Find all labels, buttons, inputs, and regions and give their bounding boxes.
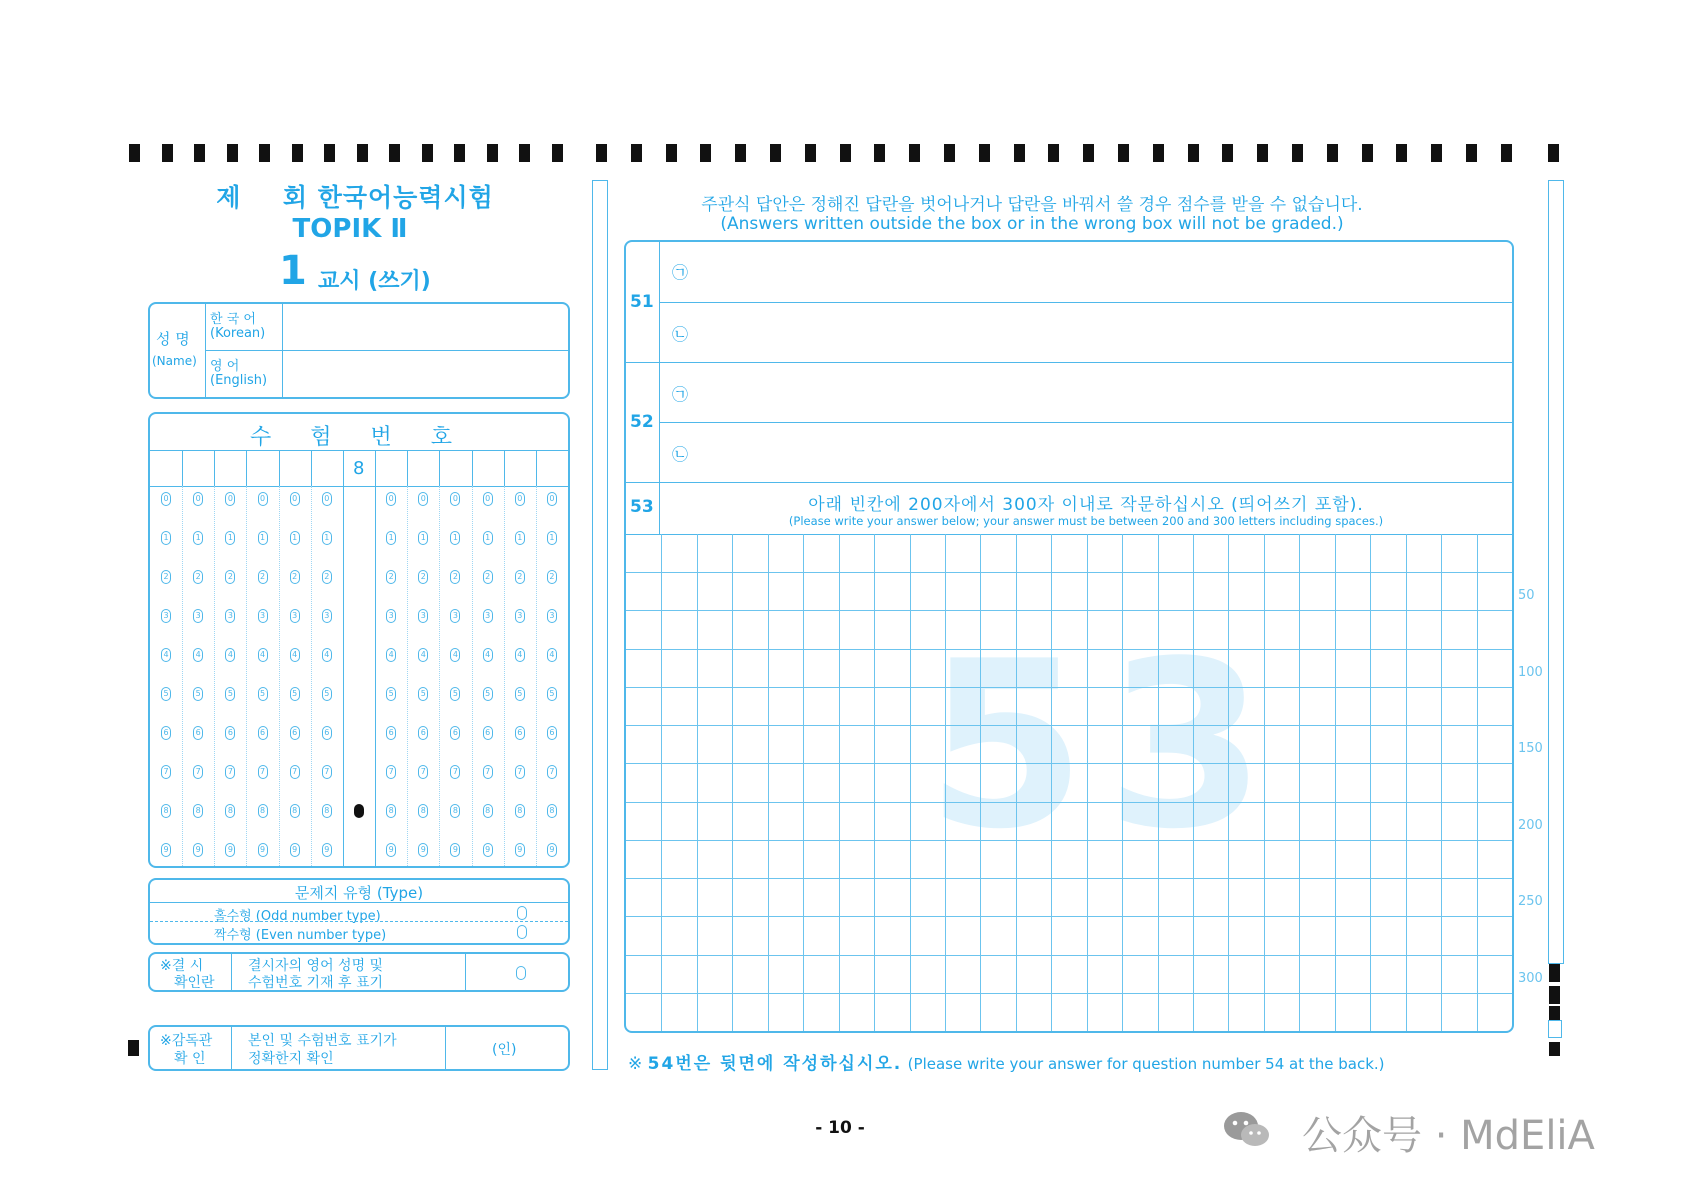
exam-number-bubble[interactable]: 0 — [483, 492, 493, 506]
exam-number-bubble[interactable]: 6 — [483, 726, 493, 740]
printed-digit: 8 — [353, 458, 365, 479]
answer-52b-field[interactable] — [696, 424, 1508, 480]
exam-number-bubble[interactable]: 0 — [258, 492, 268, 506]
supervisor-text-1: 본인 및 수험번호 표기가 — [248, 1033, 397, 1049]
exam-number-bubble[interactable]: 5 — [258, 687, 268, 701]
question-52-sub-b: ㉡ — [672, 445, 689, 464]
exam-number-bubble[interactable]: 3 — [483, 609, 493, 623]
exam-number-bubble[interactable]: 5 — [322, 687, 332, 701]
exam-number-bubble[interactable]: 2 — [225, 570, 235, 584]
exam-number-bubble[interactable]: 9 — [418, 843, 428, 857]
title-round: 회 — [282, 183, 308, 212]
even-type-label: 짝수형 (Even number type) — [214, 928, 387, 943]
exam-number-bubble[interactable]: 5 — [193, 687, 203, 701]
exam-number-bubble[interactable]: 8 — [450, 804, 460, 818]
exam-number-bubble[interactable]: 9 — [547, 843, 557, 857]
title-main: 한국어능력시험 — [317, 183, 494, 212]
exam-number-bubble[interactable]: 4 — [515, 648, 525, 662]
odd-type-label: 홀수형 (Odd number type) — [214, 909, 381, 924]
timing-mark — [1222, 144, 1233, 162]
exam-number-bubble[interactable]: 4 — [290, 648, 300, 662]
timing-mark — [840, 144, 851, 162]
footer-watermark-text: 公众号 · MdEliA — [1302, 1113, 1595, 1159]
answer-area — [624, 240, 1514, 1033]
timing-mark — [1327, 144, 1338, 162]
exam-number-bubble[interactable]: 0 — [290, 492, 300, 506]
timing-mark — [357, 144, 368, 162]
footer-note — [628, 1049, 1385, 1074]
timing-mark — [162, 144, 173, 162]
question-51-number: 51 — [630, 292, 654, 312]
question-53-watermark: 53 — [926, 613, 1287, 880]
character-count-marker: 300 — [1518, 970, 1543, 986]
footer-note-kr: 54번은 뒷면에 작성하십시오. — [647, 1054, 903, 1074]
question-53-instruction-en: (Please write your answer below; your answer must be between 200 and 300 letters including spaces.) — [788, 514, 1384, 528]
exam-number-bubble[interactable]: 3 — [418, 609, 428, 623]
exam-number-bubble[interactable]: 4 — [322, 648, 332, 662]
exam-number-bubble[interactable]: 9 — [515, 843, 525, 857]
exam-title — [205, 178, 505, 214]
exam-number-bubble[interactable]: 6 — [386, 726, 396, 740]
exam-number-bubble[interactable]: 0 — [418, 492, 428, 506]
english-label: 영 어 — [210, 359, 240, 374]
exam-number-bubble[interactable]: 8 — [322, 804, 332, 818]
timing-mark — [1362, 144, 1373, 162]
exam-number-bubble[interactable]: 2 — [515, 570, 525, 584]
exam-number-bubble[interactable]: 0 — [322, 492, 332, 506]
timing-mark — [389, 144, 400, 162]
exam-number-bubble[interactable]: 1 — [161, 531, 171, 545]
character-count-marker: 50 — [1518, 588, 1535, 604]
exam-number-bubble[interactable]: 2 — [193, 570, 203, 584]
exam-number-bubble[interactable]: 0 — [193, 492, 203, 506]
english-sub: (English) — [210, 373, 268, 388]
page-number: - 10 - — [815, 1118, 865, 1138]
exam-number-bubble[interactable]: 9 — [225, 843, 235, 857]
answer-51a-field[interactable] — [696, 244, 1508, 300]
exam-number-bubble[interactable]: 5 — [418, 687, 428, 701]
timing-mark — [1257, 144, 1268, 162]
timing-mark — [735, 144, 746, 162]
exam-number-bubble[interactable]: 0 — [515, 492, 525, 506]
notice-english: (Answers written outside the box or in the wrong box will not be graded.) — [720, 214, 1344, 234]
supervisor-text-2: 정확한지 확인 — [248, 1051, 334, 1067]
korean-name-field[interactable] — [284, 304, 568, 349]
character-count-marker: 150 — [1518, 741, 1543, 757]
timing-mark — [1292, 144, 1303, 162]
right-side-mark-3 — [1549, 1006, 1560, 1020]
exam-number-bubble[interactable]: 2 — [290, 570, 300, 584]
absent-box — [148, 952, 570, 992]
exam-number-bubble[interactable]: 2 — [450, 570, 460, 584]
exam-number-bubble[interactable]: 6 — [418, 726, 428, 740]
exam-number-bubble[interactable]: 8 — [547, 804, 557, 818]
timing-mark — [944, 144, 955, 162]
timing-mark — [1048, 144, 1059, 162]
timing-mark — [1188, 144, 1199, 162]
answer-51b-field[interactable] — [696, 304, 1508, 360]
timing-mark — [770, 144, 781, 162]
timing-mark — [1501, 144, 1512, 162]
notice-korean: 주관식 답안은 정해진 답란을 벗어나거나 답란을 바꿔서 쓸 경우 점수를 받을 수 없습니다. — [701, 195, 1363, 215]
exam-number-bubble[interactable]: 1 — [193, 531, 203, 545]
question-53-instruction-kr: 아래 빈칸에 200자에서 300자 이내로 작문하십시오 (띄어쓰기 포함). — [808, 495, 1364, 515]
timing-mark — [227, 144, 238, 162]
supervisor-box — [148, 1025, 570, 1071]
exam-number-bubble[interactable]: 3 — [258, 609, 268, 623]
title-prefix: 제 — [216, 183, 242, 212]
right-side-mark-1 — [1549, 964, 1560, 982]
exam-number-bubble[interactable]: 0 — [161, 492, 171, 506]
exam-number-bubble[interactable]: 7 — [418, 765, 428, 779]
absent-text-1: 결시자의 영어 성명 및 — [248, 958, 384, 974]
answer-52a-field[interactable] — [696, 364, 1508, 420]
timing-mark — [1431, 144, 1442, 162]
question-52-number: 52 — [630, 412, 654, 432]
exam-number-bubble[interactable]: 7 — [450, 765, 460, 779]
exam-number-bubble[interactable]: 9 — [290, 843, 300, 857]
exam-number-bubble[interactable]: 4 — [483, 648, 493, 662]
session-label: 교시 (쓰기) — [318, 269, 431, 294]
exam-number-bubble[interactable]: 8 — [483, 804, 493, 818]
exam-number-bubble[interactable]: 5 — [225, 687, 235, 701]
timing-mark — [1153, 144, 1164, 162]
exam-number-bubble-filled[interactable] — [354, 804, 364, 818]
exam-number-bubble[interactable]: 8 — [258, 804, 268, 818]
exam-number-bubble[interactable]: 8 — [418, 804, 428, 818]
supervisor-label-1: ※감독관 — [160, 1033, 213, 1049]
exam-number-bubble[interactable]: 2 — [258, 570, 268, 584]
exam-number-bubble[interactable]: 3 — [322, 609, 332, 623]
exam-number-bubble[interactable]: 9 — [193, 843, 203, 857]
exam-number-bubble[interactable]: 9 — [322, 843, 332, 857]
exam-number-bubble[interactable]: 4 — [450, 648, 460, 662]
timing-mark — [979, 144, 990, 162]
korean-label: 한 국 어 — [210, 312, 256, 327]
exam-number-bubble[interactable]: 7 — [225, 765, 235, 779]
supervisor-seal: (인) — [492, 1042, 517, 1058]
timing-mark — [909, 144, 920, 162]
exam-number-bubble[interactable]: 8 — [386, 804, 396, 818]
exam-number-bubble[interactable]: 6 — [193, 726, 203, 740]
timing-mark — [631, 144, 642, 162]
exam-number-bubble[interactable]: 7 — [193, 765, 203, 779]
timing-mark — [552, 144, 563, 162]
footer-note-en: (Please write your answer for question number 54 at the back.) — [907, 1055, 1385, 1073]
timing-mark — [1466, 144, 1477, 162]
exam-number-bubble[interactable]: 4 — [418, 648, 428, 662]
exam-number-bubble[interactable]: 7 — [483, 765, 493, 779]
exam-number-bubble[interactable]: 7 — [258, 765, 268, 779]
exam-number-bubble[interactable]: 3 — [450, 609, 460, 623]
type-box — [148, 878, 570, 945]
exam-number-bubble[interactable]: 1 — [225, 531, 235, 545]
exam-number-bubble[interactable]: 5 — [483, 687, 493, 701]
exam-number-bubble[interactable]: 9 — [161, 843, 171, 857]
exam-number-bubble[interactable]: 0 — [386, 492, 396, 506]
session-number: 1 — [279, 248, 307, 294]
exam-number-bubble[interactable]: 5 — [161, 687, 171, 701]
exam-number-bubble[interactable]: 2 — [483, 570, 493, 584]
exam-number-bubble[interactable]: 6 — [161, 726, 171, 740]
exam-number-bubble[interactable]: 5 — [515, 687, 525, 701]
question-51-sub-b: ㉡ — [672, 325, 689, 344]
exam-number-bubble[interactable]: 1 — [386, 531, 396, 545]
exam-number-bubble[interactable]: 4 — [225, 648, 235, 662]
exam-number-bubble[interactable]: 3 — [193, 609, 203, 623]
question-53-writing-grid[interactable] — [626, 534, 1512, 1031]
exam-number-bubble[interactable]: 1 — [418, 531, 428, 545]
exam-number-bubble[interactable]: 7 — [547, 765, 557, 779]
timing-mark — [454, 144, 465, 162]
footer-note-mark: ※ — [628, 1054, 643, 1074]
timing-mark — [1396, 144, 1407, 162]
timing-mark — [422, 144, 433, 162]
divider-strip — [592, 180, 608, 1070]
exam-number-bubble[interactable]: 8 — [290, 804, 300, 818]
right-side-box — [1548, 1020, 1562, 1038]
type-title: 문제지 유형 (Type) — [294, 884, 424, 902]
exam-number-bubble[interactable]: 4 — [161, 648, 171, 662]
exam-number-bubble[interactable]: 9 — [386, 843, 396, 857]
exam-number-bubble[interactable]: 2 — [161, 570, 171, 584]
name-box — [148, 302, 570, 399]
timing-mark — [194, 144, 205, 162]
timing-mark — [666, 144, 677, 162]
exam-number-title: 수 험 번 호 — [250, 425, 468, 450]
exam-number-bubble[interactable]: 9 — [450, 843, 460, 857]
timing-mark — [292, 144, 303, 162]
character-count-marker: 200 — [1518, 817, 1543, 833]
exam-number-bubble[interactable]: 3 — [515, 609, 525, 623]
exam-number-bubble[interactable]: 6 — [515, 726, 525, 740]
timing-marks-top — [0, 144, 1682, 162]
exam-number-bubble[interactable]: 5 — [547, 687, 557, 701]
exam-number-bubble[interactable]: 6 — [225, 726, 235, 740]
exam-number-bubble[interactable]: 6 — [258, 726, 268, 740]
character-count-marker: 100 — [1518, 664, 1543, 680]
exam-number-bubble[interactable]: 0 — [225, 492, 235, 506]
timing-mark — [700, 144, 711, 162]
question-51-sub-a: ㉠ — [672, 263, 689, 282]
name-label-en: (Name) — [152, 354, 197, 368]
timing-mark — [487, 144, 498, 162]
exam-number-bubble[interactable]: 8 — [515, 804, 525, 818]
exam-number-bubble[interactable]: 4 — [386, 648, 396, 662]
exam-number-bubble[interactable]: 1 — [450, 531, 460, 545]
exam-number-bubble[interactable]: 6 — [290, 726, 300, 740]
exam-number-bubble[interactable]: 3 — [547, 609, 557, 623]
exam-number-bubble[interactable]: 1 — [547, 531, 557, 545]
english-name-field[interactable] — [284, 352, 568, 397]
right-side-mark-4 — [1549, 1042, 1560, 1056]
even-type-bubble[interactable] — [517, 925, 527, 939]
odd-type-bubble[interactable] — [517, 906, 527, 920]
timing-mark — [874, 144, 885, 162]
korean-sub: (Korean) — [210, 326, 266, 341]
exam-level: TOPIK Ⅱ — [292, 214, 408, 244]
exam-number-bubble[interactable]: 2 — [386, 570, 396, 584]
exam-number-bubble[interactable]: 4 — [193, 648, 203, 662]
exam-number-bubble[interactable]: 8 — [161, 804, 171, 818]
exam-number-bubble[interactable]: 9 — [483, 843, 493, 857]
exam-number-bubble[interactable]: 3 — [290, 609, 300, 623]
wechat-icon — [1222, 1110, 1272, 1150]
exam-number-bubble[interactable]: 1 — [483, 531, 493, 545]
timing-mark — [1083, 144, 1094, 162]
exam-number-bubble[interactable]: 7 — [386, 765, 396, 779]
exam-number-bubble[interactable]: 4 — [258, 648, 268, 662]
exam-number-bubble[interactable]: 7 — [515, 765, 525, 779]
exam-number-bubble[interactable]: 5 — [450, 687, 460, 701]
exam-number-bubble[interactable]: 4 — [547, 648, 557, 662]
exam-number-bubble[interactable]: 0 — [547, 492, 557, 506]
absent-label-2: 확인란 — [174, 975, 215, 991]
exam-number-bubble[interactable]: 8 — [193, 804, 203, 818]
timing-mark — [259, 144, 270, 162]
right-side-strip — [1548, 180, 1564, 964]
right-side-mark-2 — [1549, 986, 1560, 1004]
timing-mark — [1014, 144, 1025, 162]
exam-number-bubble[interactable]: 5 — [386, 687, 396, 701]
left-bottom-mark — [128, 1040, 139, 1056]
exam-number-box — [148, 412, 570, 868]
absent-text-2: 수험번호 기재 후 표기 — [248, 975, 384, 991]
exam-number-bubble[interactable]: 6 — [322, 726, 332, 740]
exam-number-bubble[interactable]: 2 — [547, 570, 557, 584]
timing-mark — [596, 144, 607, 162]
timing-mark — [519, 144, 530, 162]
exam-number-bubble[interactable]: 3 — [386, 609, 396, 623]
absent-label-1: ※결 시 — [160, 958, 204, 974]
supervisor-label-2: 확 인 — [174, 1051, 206, 1067]
timing-mark — [1548, 144, 1559, 162]
exam-number-bubble[interactable]: 6 — [547, 726, 557, 740]
exam-number-bubble[interactable]: 1 — [290, 531, 300, 545]
question-52-sub-a: ㉠ — [672, 385, 689, 404]
exam-number-bubble[interactable]: 2 — [322, 570, 332, 584]
question-53-number: 53 — [630, 497, 654, 517]
exam-number-bubble[interactable]: 1 — [322, 531, 332, 545]
absent-bubble[interactable] — [516, 966, 526, 980]
name-label-kr: 성 명 — [156, 330, 190, 348]
exam-number-bubble[interactable]: 7 — [161, 765, 171, 779]
exam-number-bubble[interactable]: 8 — [225, 804, 235, 818]
exam-number-bubble[interactable]: 5 — [290, 687, 300, 701]
exam-number-bubble[interactable]: 0 — [450, 492, 460, 506]
exam-number-bubble[interactable]: 1 — [258, 531, 268, 545]
exam-number-bubble[interactable]: 7 — [322, 765, 332, 779]
exam-number-bubble[interactable]: 9 — [258, 843, 268, 857]
timing-mark — [129, 144, 140, 162]
character-count-marker: 250 — [1518, 894, 1543, 910]
exam-number-bubble[interactable]: 3 — [225, 609, 235, 623]
exam-number-bubble[interactable]: 1 — [515, 531, 525, 545]
exam-number-bubble[interactable]: 3 — [161, 609, 171, 623]
timing-mark — [324, 144, 335, 162]
exam-number-bubble[interactable]: 2 — [418, 570, 428, 584]
exam-number-bubble[interactable]: 6 — [450, 726, 460, 740]
exam-number-bubble[interactable]: 7 — [290, 765, 300, 779]
timing-mark — [1118, 144, 1129, 162]
timing-mark — [805, 144, 816, 162]
